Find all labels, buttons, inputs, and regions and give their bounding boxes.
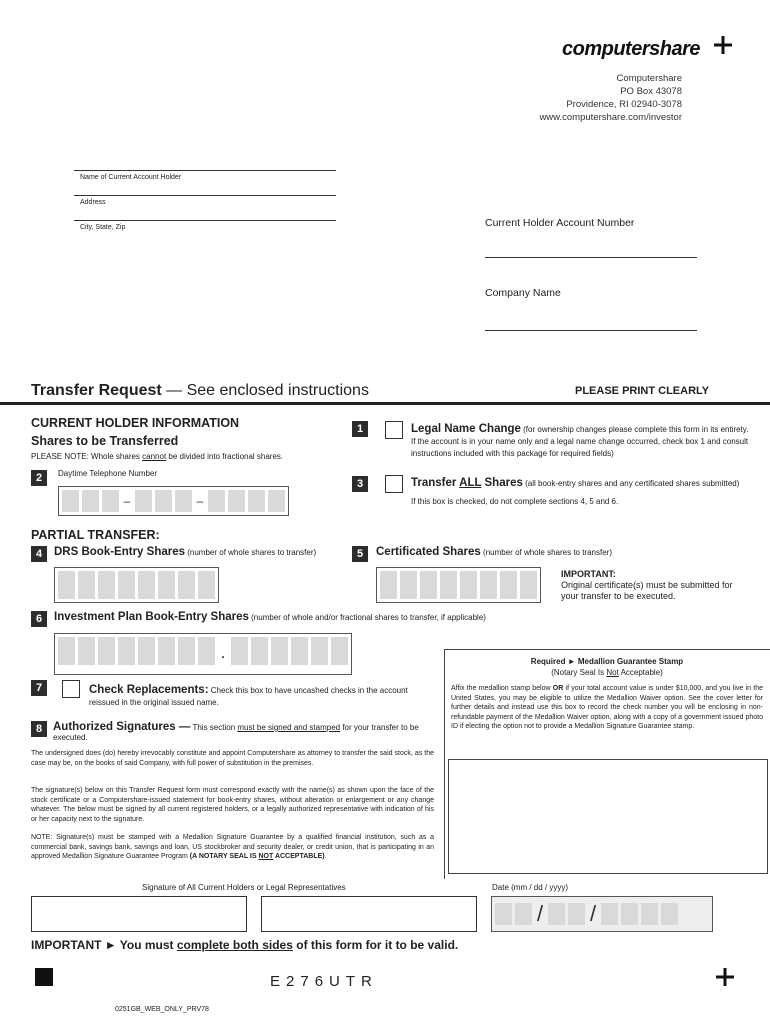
digit-cell[interactable] (495, 903, 512, 925)
digit-cell[interactable] (248, 490, 265, 512)
title-underline: ALL (459, 477, 482, 489)
important-text: Original certificate(s) must be submitted for your transfer to be executed. (561, 580, 733, 601)
section-8-note: for your transfer to be executed. (53, 723, 419, 742)
digit-cell[interactable] (380, 571, 397, 599)
digit-cell[interactable] (178, 637, 195, 665)
date-label: Date (mm / dd / yyyy) (492, 883, 569, 892)
title-part: Shares (481, 477, 523, 489)
crosshair-icon (714, 966, 736, 988)
digit-cell[interactable] (291, 637, 308, 665)
logo-text: computershare (562, 38, 700, 60)
note-text: be divided into fractional shares. (166, 452, 284, 461)
digit-cell[interactable] (661, 903, 678, 925)
section-8-para2: The signature(s) below on this Transfer Request form must correspond exactly with the name(s) as shown upon the face of the stock certificate or a Computershare-issued statement for book-entry shares, without alteration or enlargement or any change whatever. The below must be signed by all current registered holders, or a legally authorized representative with indication of his or her capacity next to the signature. (31, 787, 434, 823)
para3-text: NOTE: Signature(s) must be stamped with a Medallion Signature Guarantee by a qualified financial institution, such as a commercial bank, savings bank, savings and loan, US stockbroker and security dealer, or credit union, that is participating in an approved Medallion Signature Guarantee Program (31, 834, 434, 860)
digit-cell[interactable] (251, 637, 268, 665)
digit-cell[interactable] (102, 490, 119, 512)
digit-cell[interactable] (440, 571, 457, 599)
section-5-important (561, 569, 751, 602)
computershare-logo (562, 38, 700, 61)
section-7-text (89, 684, 434, 709)
digit-cell[interactable] (601, 903, 618, 925)
digit-cell[interactable] (621, 903, 638, 925)
form-code: E276UTR (270, 973, 378, 990)
digit-cell[interactable] (82, 490, 99, 512)
digit-cell[interactable] (460, 571, 477, 599)
phone-dash: – (123, 494, 131, 508)
crosshair-icon (712, 34, 734, 56)
digit-cell[interactable] (58, 637, 75, 665)
current-holder-heading: CURRENT HOLDER INFORMATION (31, 416, 240, 430)
digit-cell[interactable] (268, 490, 285, 512)
name-field-line[interactable] (74, 170, 336, 171)
digit-cell[interactable] (228, 490, 245, 512)
address-line: Providence, RI 02940-3078 (566, 99, 682, 110)
digit-cell[interactable] (178, 571, 195, 599)
section-5-title-row (376, 547, 612, 558)
digit-cell[interactable] (78, 637, 95, 665)
telephone-input[interactable] (58, 486, 289, 516)
section-1-text (411, 423, 751, 460)
digit-cell[interactable] (231, 637, 248, 665)
section-8-para1: The undersigned does (do) hereby irrevocably constitute and appoint Computershare as attorney to transfer the said stock, as the case may be, on the books of said Company, with full power of substitution in the premises. (31, 750, 434, 767)
digit-cell[interactable] (135, 490, 152, 512)
drs-shares-input[interactable] (54, 567, 219, 603)
signature-box-1[interactable] (31, 896, 247, 932)
section-4-number: 4 (31, 546, 47, 562)
digit-cell[interactable] (208, 490, 225, 512)
medallion-subtitle (444, 668, 770, 678)
para3-bold (190, 853, 325, 860)
bold-part: ACCEPTABLE) (273, 853, 325, 860)
form-title (31, 382, 369, 400)
date-input[interactable] (491, 896, 713, 932)
digit-cell[interactable] (138, 637, 155, 665)
signature-label: Signature of All Current Holders or Legal Representatives (142, 883, 346, 892)
partial-transfer-heading: PARTIAL TRANSFER: (31, 528, 160, 542)
section-3-title (411, 477, 523, 489)
section-6-note: (number of whole and/or fractional shares to transfer, if applicable) (248, 613, 486, 622)
bold-underline: NOT (258, 853, 274, 860)
digit-cell[interactable] (331, 637, 348, 665)
section-2-number: 2 (31, 470, 47, 486)
section-8-number: 8 (31, 721, 47, 737)
account-number-line[interactable] (485, 257, 697, 258)
sub-underline: Not (606, 668, 619, 677)
city-field-line[interactable] (74, 220, 336, 221)
digit-cell[interactable] (480, 571, 497, 599)
digit-cell[interactable] (62, 490, 79, 512)
check-replacements-checkbox[interactable] (62, 680, 80, 698)
city-field-label: City, State, Zip (80, 224, 126, 231)
section-3-subnote: If this box is checked, do not complete sections 4, 5 and 6. (411, 497, 619, 506)
instr-text: Affix the medallion stamp below (451, 685, 553, 692)
sub-text: (Notary Seal Is (551, 668, 607, 677)
important-footer (31, 938, 458, 952)
section-5-number: 5 (352, 546, 368, 562)
digit-cell[interactable] (271, 637, 288, 665)
section-7-number: 7 (31, 680, 47, 696)
telephone-label: Daytime Telephone Number (58, 469, 158, 478)
digit-cell[interactable] (175, 490, 192, 512)
digit-cell[interactable] (118, 637, 135, 665)
section-6-title: Investment Plan Book-Entry Shares (54, 611, 249, 623)
certificated-shares-input[interactable] (376, 567, 541, 603)
address-field-line[interactable] (74, 195, 336, 196)
section-5-title: Certificated Shares (376, 546, 481, 558)
company-address (422, 72, 682, 124)
registration-square (35, 968, 53, 986)
document-id: 0251GB_WEB_ONLY_PRV78 (115, 1006, 209, 1013)
footer-text: of this form for it to be valid. (292, 938, 459, 952)
section-3-title-row (411, 478, 739, 489)
date-slash: / (536, 901, 544, 926)
transfer-all-checkbox[interactable] (385, 475, 403, 493)
digit-cell[interactable] (155, 490, 172, 512)
address-line: PO Box 43078 (620, 86, 682, 97)
digit-cell[interactable] (641, 903, 658, 925)
decimal-point: . (221, 647, 225, 661)
footer-underline: complete both sides (176, 938, 293, 952)
legal-name-change-checkbox[interactable] (385, 421, 403, 439)
date-slash: / (589, 901, 597, 926)
digit-cell[interactable] (515, 903, 532, 925)
section-8-para3 (31, 833, 434, 862)
section-3-note: (all book-entry shares and any certificated shares submitted) (522, 479, 740, 488)
instr-bold: OR (552, 685, 564, 692)
digit-cell[interactable] (311, 637, 328, 665)
digit-cell[interactable] (158, 637, 175, 665)
digit-cell[interactable] (118, 571, 135, 599)
digit-cell[interactable] (548, 903, 565, 925)
shares-transferred-heading: Shares to be Transferred (31, 434, 179, 448)
section-4-title: DRS Book-Entry Shares (54, 546, 186, 558)
signature-box-2[interactable] (261, 896, 477, 932)
address-field-label: Address (80, 199, 106, 206)
bold-part: (A NOTARY SEAL IS (189, 853, 259, 860)
section-8-underline: must be signed and stamped (237, 723, 341, 732)
title-main: Transfer Request (31, 382, 162, 399)
digit-cell[interactable] (420, 571, 437, 599)
para3-end: . (324, 853, 327, 860)
name-field-label: Name of Current Account Holder (80, 174, 182, 181)
digit-cell[interactable] (400, 571, 417, 599)
print-clearly: PLEASE PRINT CLEARLY (575, 385, 710, 397)
section-1-number: 1 (352, 421, 368, 437)
title-part: Transfer (411, 477, 460, 489)
section-6-number: 6 (31, 611, 47, 627)
section-7-note: Check this box to have uncashed checks in the account reissued in the original issued name. (89, 686, 408, 707)
address-line: Computershare (616, 73, 682, 84)
footer-text: IMPORTANT ► You must (31, 938, 177, 952)
digit-cell[interactable] (500, 571, 517, 599)
digit-cell[interactable] (520, 571, 537, 599)
digit-cell[interactable] (58, 571, 75, 599)
address-line: www.computershare.com/investor (539, 112, 682, 123)
section-4-note: (number of whole shares to transfer) (185, 548, 317, 557)
company-name-line[interactable] (485, 330, 697, 331)
title-rule (0, 402, 770, 405)
medallion-title: Required ► Medallion Guarantee Stamp (530, 657, 684, 666)
digit-cell[interactable] (568, 903, 585, 925)
company-name-label: Company Name (485, 287, 561, 299)
note-text: PLEASE NOTE: Whole shares (31, 452, 143, 461)
section-7-title: Check Replacements: (89, 684, 209, 696)
section-6-title-row (54, 612, 486, 623)
section-1-note: (for ownership changes please complete this form in its entirety. If the account is in your name only and a legal name change occurred, check box 1 and consult instructions included with this package for required fields) (411, 425, 749, 458)
digit-cell[interactable] (78, 571, 95, 599)
whole-shares-note (31, 452, 283, 462)
digit-cell[interactable] (138, 571, 155, 599)
instr-text: if your total account value is under $10,000, and you live in the United States, you may be eligible to utilize the Medallion Waiver option. See the cover letter for further details and instead use this box to record the check number you will be enclosing in non-refundable payment of the Medallion Waiver option, along with a copy of a government issued photo ID if electing the option not to provide a Medallion Signature Guarantee stamp. (451, 685, 763, 730)
section-1-title: Legal Name Change (411, 423, 521, 435)
digit-cell[interactable] (98, 637, 115, 665)
digit-cell[interactable] (158, 571, 175, 599)
phone-dash: – (196, 494, 204, 508)
digit-cell[interactable] (198, 571, 215, 599)
important-label: IMPORTANT: (561, 569, 616, 579)
note-underline: cannot (142, 452, 167, 461)
section-8-title: Authorized Signatures — (53, 721, 191, 733)
title-sub: — See enclosed instructions (161, 382, 369, 399)
account-number-label: Current Holder Account Number (485, 217, 635, 229)
medallion-stamp-area[interactable] (448, 759, 768, 874)
section-4-title-row (54, 547, 316, 558)
section-5-note: (number of whole shares to transfer) (480, 548, 612, 557)
sub-text: Acceptable) (618, 668, 663, 677)
section-3-number: 3 (352, 476, 368, 492)
section-8-note: This section (190, 723, 238, 732)
investment-plan-shares-input[interactable] (54, 633, 352, 675)
digit-cell[interactable] (198, 637, 215, 665)
medallion-instructions (451, 684, 763, 732)
section-8-title-row (53, 722, 438, 743)
digit-cell[interactable] (98, 571, 115, 599)
